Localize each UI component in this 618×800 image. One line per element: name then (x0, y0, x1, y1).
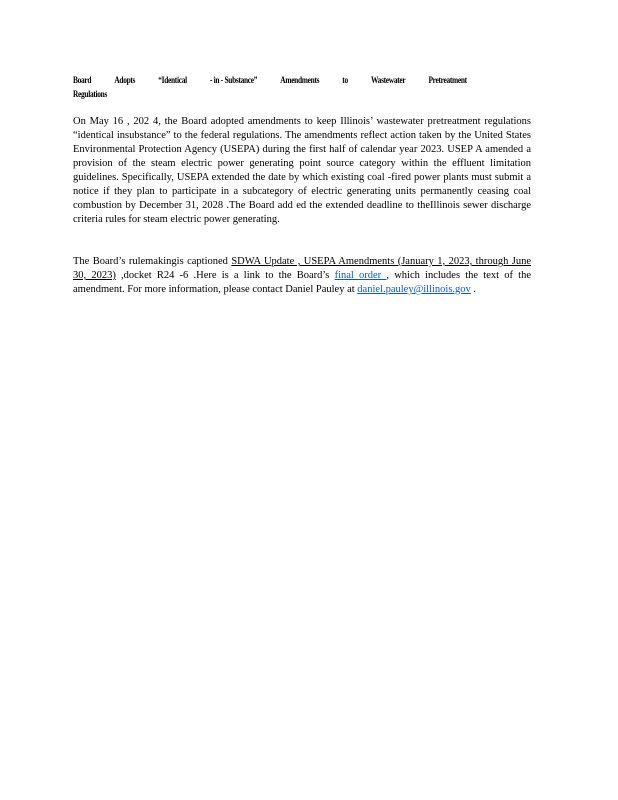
title-word: Wastewater (370, 76, 406, 86)
paragraph-summary: On May 16 , 202 4, the Board adopted amendments to keep Illinois’ wastewater pretreatment regulations “identical insubstance” to the federal regulations. The amendments reflect action taken by the United States Environmental Protection Agency (USEPA) during the first half of calendar year 2023. USEP A amended a provision of the steam electric power generating point source category within the effluent limitation guidelines. Specifically, USEPA extended the date by which existing coal -fired power plants must submit a notice if they plan to participate in a subcategory of electric generating units permanently ceasing coal combustion by December 31, 2028 .The Board add ed the extended deadline to theIllinois sewer discharge criteria rules for steam electric power generating. (73, 116, 531, 225)
email-link[interactable]: daniel.pauley@illinois.gov (357, 284, 471, 295)
title-word: - in - Substance” (209, 76, 258, 86)
title-word: Board (73, 76, 92, 86)
paragraph-text: . (470, 284, 477, 295)
title-line-1 (73, 74, 467, 88)
paragraph-text: The Board’s rulemakingis captioned (73, 256, 232, 267)
title-word: Adopts (114, 76, 136, 86)
document-title (73, 74, 467, 102)
title-word: Amendments (280, 76, 320, 86)
title-word: Pretreatment (428, 76, 467, 86)
paragraph-text: ,docket R24 -6 .Here is a link to the Board’s (115, 270, 335, 281)
paragraph-rulemaking (73, 255, 531, 297)
paragraph-text: , which includes the text of the amendment. For more information, please contact Daniel Pauley at (73, 270, 531, 295)
final-order-link[interactable]: final order (334, 270, 387, 281)
title-word: to (342, 76, 348, 86)
title-word: “Identical (158, 76, 187, 86)
rulemaking-caption: SDWA Update , USEPA Amendments (January 1, 2023, through June 30, 2023) (73, 256, 531, 281)
title-line-2: Regulations (73, 90, 108, 100)
